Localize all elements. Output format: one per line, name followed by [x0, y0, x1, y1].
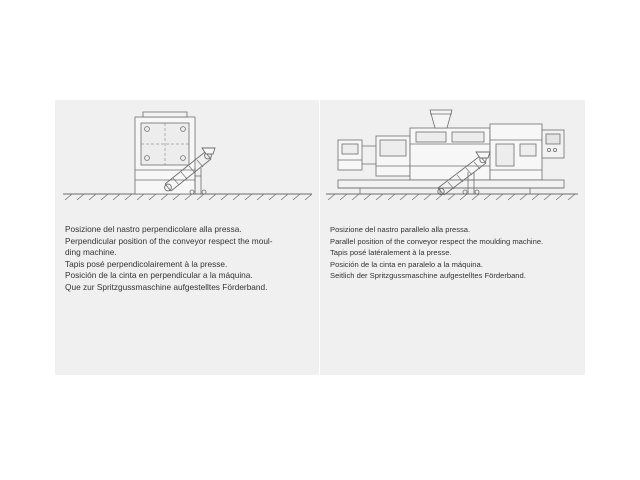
conveyor-perpendicular-to-press-drawing — [55, 100, 320, 222]
right-figure-block — [320, 100, 585, 375]
right-caption-line-fr: Tapis posé latéralement à la presse. — [330, 248, 452, 258]
right-caption-line-es: Posición de la cinta en paralelo a la máquina. — [330, 259, 483, 269]
right-caption-line-en: Parallel position of the conveyor respect the moulding machine. — [330, 236, 544, 246]
left-figure-block — [55, 100, 320, 375]
left-caption-line-en-2: ding machine. — [65, 247, 117, 258]
left-caption-line-it: Posizione del nastro perpendicolare alla pressa. — [65, 224, 242, 234]
right-caption-block — [330, 224, 580, 282]
left-caption-line-en-1: Perpendicular position of the conveyor respect the moul- — [65, 235, 273, 246]
left-caption-line-es: Posición de la cinta en perpendicular a la máquina. — [65, 270, 253, 281]
right-caption-line-it: Posizione del nastro parallelo alla pressa. — [330, 225, 471, 234]
conveyor-parallel-to-press-drawing — [320, 100, 585, 222]
right-caption-line-de: Seitlich der Spritzgussmaschine aufgestelltes Förderband. — [330, 271, 526, 281]
left-caption-line-fr: Tapis posé perpendicolairement à la presse. — [65, 258, 228, 269]
left-caption-block — [65, 224, 315, 294]
illustration-panel — [55, 100, 585, 375]
left-caption-line-de: Que zur Spritzgussmaschine aufgestelltes Förderband. — [65, 281, 268, 292]
